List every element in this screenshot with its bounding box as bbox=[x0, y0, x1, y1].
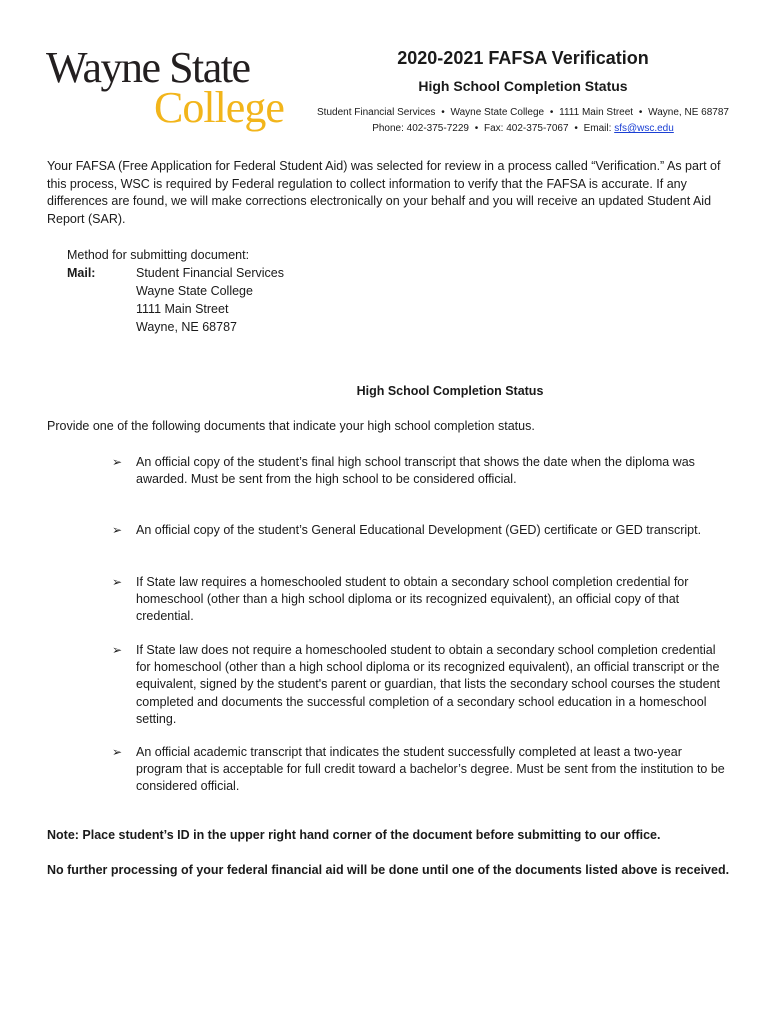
college-logo bbox=[44, 46, 296, 132]
mail-label: Mail: bbox=[67, 266, 96, 280]
document-title: 2020-2021 FAFSA Verification bbox=[397, 48, 649, 68]
contact-email-label: Email: bbox=[583, 123, 612, 134]
separator-dot: • bbox=[574, 123, 578, 134]
list-item bbox=[112, 454, 728, 488]
logo-wordmark-college: College bbox=[154, 83, 284, 132]
contact-fax: Fax: 402-375-7067 bbox=[484, 123, 569, 134]
requirement-text: An official copy of the student’s General Educational Development (GED) certificate or GED transcript. bbox=[136, 523, 702, 537]
method-heading: Method for submitting document: bbox=[67, 248, 250, 262]
intro-paragraph: Your FAFSA (Free Application for Federal Student Aid) was selected for review in a process called “Verification.” As part of this process, WSC is required by Federal regulation to collect information to verify that the FAFSA is accurate. If any differences are found, we will make corrections electronically on your behalf and you will receive an updated Student Aid Report (SAR). bbox=[47, 159, 721, 226]
requirement-text: If State law does not require a homeschooled student to obtain a secondary school completion credential for homeschool (other than a high school diploma or its recognized equivalent), an official transcript or the equivalent, signed by the student's parent or guardian, that lists the secondary school courses the student completed and documents the successful completion of a secondary school education in a homeschool setting. bbox=[136, 643, 720, 726]
section-title: High School Completion Status bbox=[356, 384, 544, 398]
arrow-bullet-icon: ➢ bbox=[112, 745, 123, 759]
separator-dot: • bbox=[474, 123, 479, 134]
separator-dot: • bbox=[441, 107, 445, 118]
mail-address bbox=[136, 264, 284, 336]
contact-info bbox=[300, 105, 746, 137]
contact-phone: Phone: 402-375-7229 bbox=[372, 123, 469, 134]
address-line: Student Financial Services bbox=[136, 266, 284, 280]
contact-college: Wayne State College bbox=[450, 107, 545, 118]
separator-dot: • bbox=[549, 107, 554, 118]
submission-method bbox=[67, 246, 284, 336]
mail-address-block bbox=[67, 264, 284, 336]
arrow-bullet-icon: ➢ bbox=[112, 455, 123, 469]
requirement-text: An official academic transcript that indicates the student successfully completed at least a two-year program that is acceptable for full credit toward a bachelor’s degree. Must be sent from the institution to be considered official. bbox=[136, 745, 725, 794]
provide-text-before: Provide bbox=[47, 419, 93, 433]
arrow-bullet-icon: ➢ bbox=[112, 643, 123, 657]
contact-street: 1111 Main Street bbox=[559, 107, 634, 118]
email-link[interactable]: sfs@wsc.edu bbox=[614, 123, 674, 134]
arrow-bullet-icon: ➢ bbox=[112, 523, 123, 537]
provide-text-after: of the following documents that indicate your high school completion status. bbox=[113, 419, 535, 433]
id-note: Note: Place student’s ID in the upper right hand corner of the document before submitting to our office. bbox=[47, 828, 661, 842]
contact-address-line bbox=[300, 105, 746, 121]
provide-emphasis: one bbox=[92, 419, 114, 433]
address-line: Wayne, NE 68787 bbox=[136, 320, 237, 334]
list-item bbox=[112, 574, 728, 626]
requirement-text: If State law requires a homeschooled student to obtain a secondary school completion credential for homeschool (other than a high school diploma or its recognized equivalent), an official copy of that credential. bbox=[136, 575, 689, 624]
contact-city: Wayne, NE 68787 bbox=[648, 107, 729, 118]
address-line: Wayne State College bbox=[136, 284, 253, 298]
address-line: 1111 Main Street bbox=[136, 302, 229, 316]
list-item bbox=[112, 744, 728, 796]
separator-dot: • bbox=[638, 107, 643, 118]
document-header bbox=[300, 47, 746, 137]
list-item bbox=[112, 522, 728, 539]
logo-wordmark-wayne-state: Wayne State bbox=[46, 46, 250, 92]
provide-instruction bbox=[47, 419, 535, 433]
list-item bbox=[112, 642, 728, 728]
requirement-text: An official copy of the student’s final high school transcript that shows the date when the diploma was awarded. Must be sent from the high school to be considered official. bbox=[136, 455, 695, 487]
processing-warning: No further processing of your federal financial aid will be done until one of the documents listed above is received. bbox=[47, 863, 730, 877]
contact-office: Student Financial Services bbox=[317, 107, 436, 118]
contact-phone-line bbox=[300, 121, 746, 137]
document-subtitle: High School Completion Status bbox=[418, 78, 628, 94]
arrow-bullet-icon: ➢ bbox=[112, 575, 123, 589]
